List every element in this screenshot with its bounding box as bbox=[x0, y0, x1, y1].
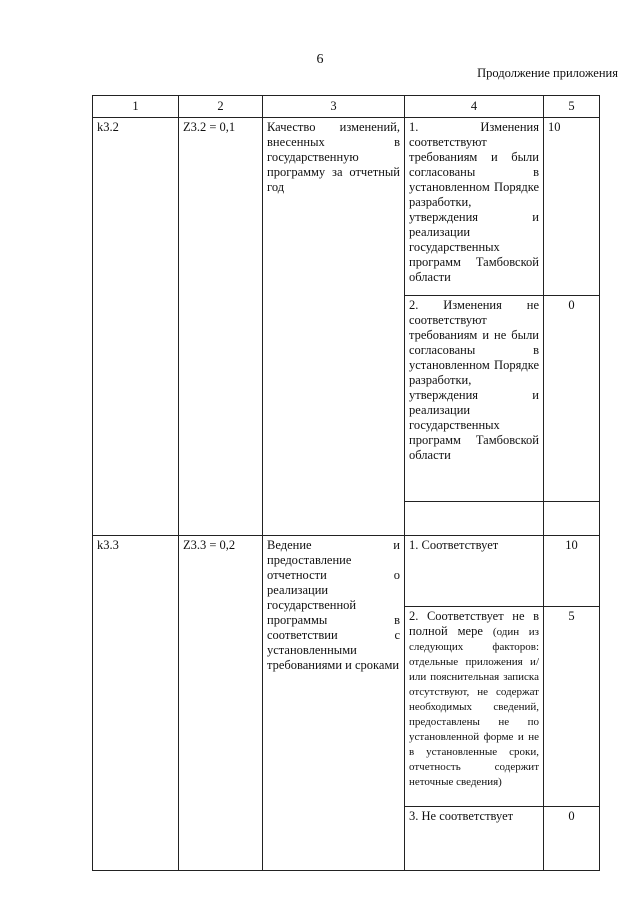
table-row bbox=[93, 118, 600, 296]
option-cell bbox=[405, 607, 544, 807]
criterion-weight: Z3.2 = 0,1 bbox=[179, 118, 263, 536]
option-text: 1. Соответствует bbox=[405, 536, 544, 607]
option-text: 2. Соответствует не в полной мере bbox=[409, 609, 539, 638]
criteria-table bbox=[92, 95, 600, 871]
header-cell: 5 bbox=[544, 96, 600, 118]
header-cell: 4 bbox=[405, 96, 544, 118]
empty-cell bbox=[405, 502, 544, 536]
page-number: 6 bbox=[316, 52, 324, 67]
option-score: 10 bbox=[544, 536, 600, 607]
table-header-row bbox=[93, 96, 600, 118]
criterion-description: Качество изменений, внесенных в государственную программу за отчетный год bbox=[263, 118, 405, 536]
option-score: 0 bbox=[544, 296, 600, 502]
criterion-code: k3.2 bbox=[93, 118, 179, 536]
continuation-note: Продолжение приложения bbox=[477, 66, 618, 80]
option-text: 2. Изменения не соответствуют требованиям и не были согласованы в установленном Порядке разработки, утверждения и реализации государственных программ Тамбовской области bbox=[405, 296, 544, 502]
table-row bbox=[93, 536, 600, 607]
header-cell: 1 bbox=[93, 96, 179, 118]
option-text: 1. Изменения соответствуют требованиям и были согласованы в установленном Порядке разработки, утверждения и реализации государственных программ Тамбовской области bbox=[405, 118, 544, 296]
criterion-description: Ведение и предоставление отчетности о реализации государственной программы в соответствии с установленными требованиями и сроками bbox=[263, 536, 405, 871]
option-detail: (один из следующих факторов: отдельные приложения и/или пояснительная записка отсутствуют, не содержат необходимых сведений, предоставлены не по установленной форме и не в установленные сроки, отчетность содержит неточные сведения) bbox=[409, 626, 540, 788]
option-score: 5 bbox=[544, 607, 600, 807]
option-score: 0 bbox=[544, 807, 600, 871]
header-cell: 3 bbox=[263, 96, 405, 118]
option-text: 3. Не соответствует bbox=[405, 807, 544, 871]
option-score: 10 bbox=[544, 118, 600, 296]
empty-cell bbox=[544, 502, 600, 536]
criterion-code: k3.3 bbox=[93, 536, 179, 871]
header-cell: 2 bbox=[179, 96, 263, 118]
criterion-weight: Z3.3 = 0,2 bbox=[179, 536, 263, 871]
